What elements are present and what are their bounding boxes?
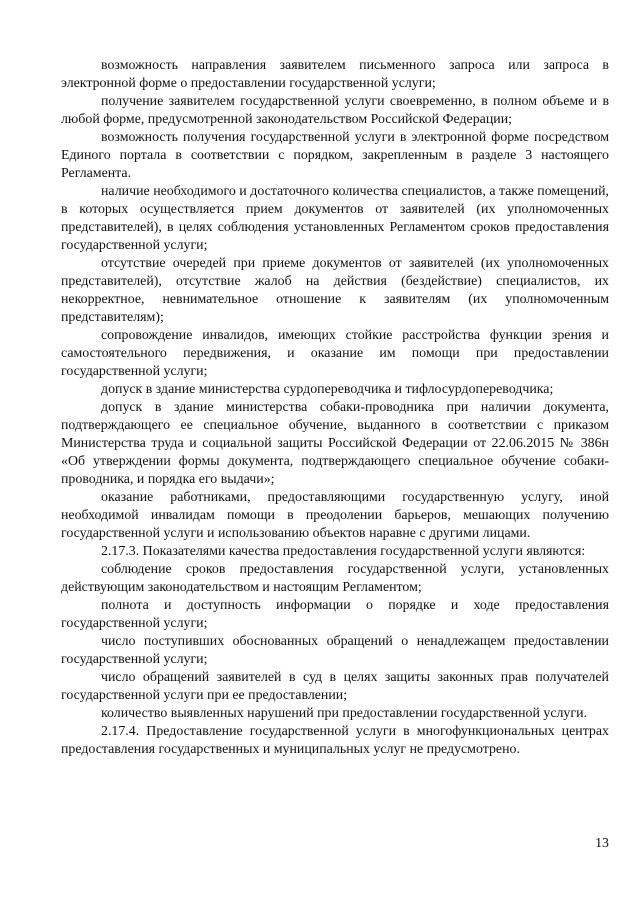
- document-body: [61, 57, 609, 759]
- paragraph: отсутствие очередей при приеме документов от заявителей (их уполномоченных представителей), отсутствие жалоб на действия (бездействие) специалистов, их некорректное, невнимательное отношение к заявителям (их уполномоченным представителям);: [61, 256, 609, 325]
- paragraph: допуск в здание министерства сурдопереводчика и тифлосурдопереводчика;: [101, 382, 554, 397]
- paragraph: возможность получения государственной услуги в электронной форме посредством Единого портала в соответствии с порядком, закрепленным в разделе 3 настоящего Регламента.: [61, 130, 609, 181]
- paragraph: возможность направления заявителем письменного запроса или запроса в электронной форме о предоставлении государственной услуги;: [61, 58, 609, 91]
- paragraph: соблюдение сроков предоставления государственной услуги, установленных действующим законодательством и настоящим Регламентом;: [61, 562, 609, 595]
- paragraph: количество выявленных нарушений при предоставлении государственной услуги.: [101, 706, 587, 721]
- paragraph: число обращений заявителей в суд в целях защиты законных прав получателей государственной услуги при ее предоставлении;: [61, 670, 609, 703]
- page-number: 13: [595, 836, 609, 851]
- paragraph-section-2-17-4: 2.17.4. Предоставление государственной услуги в многофункциональных центрах предоставления государственных и муниципальных услуг не предусмотрено.: [61, 724, 609, 757]
- paragraph: число поступивших обоснованных обращений о ненадлежащем предоставлении государственной услуги;: [61, 634, 609, 667]
- paragraph: допуск в здание министерства собаки-проводника при наличии документа, подтверждающего ее специальное обучение, выданного в соответствии с приказом Министерства труда и социальной защиты Российской Федерации от 22.06.2015 № 386н «Об утверждении формы документа, подтверждающего специальное обучение собаки-проводника, и порядка его выдачи»;: [61, 400, 609, 487]
- paragraph: получение заявителем государственной услуги своевременно, в полном объеме и в любой форме, предусмотренной законодательством Российской Федерации;: [61, 94, 609, 127]
- paragraph: сопровождение инвалидов, имеющих стойкие расстройства функции зрения и самостоятельного передвижения, и оказание им помощи при предоставлении государственной услуги;: [61, 328, 609, 379]
- paragraph: наличие необходимого и достаточного количества специалистов, а также помещений, в которых осуществляется прием документов от заявителей (их уполномоченных представителей), в целях соблюдения установленных Регламентом сроков предоставления государственной услуги;: [61, 184, 609, 253]
- paragraph: полнота и доступность информации о порядке и ходе предоставления государственной услуги;: [61, 598, 609, 631]
- paragraph: оказание работниками, предоставляющими государственную услугу, иной необходимой инвалидам помощи в преодолении барьеров, мешающих получению государственной услуги и использованию объектов наравне с другими лицами.: [61, 490, 609, 541]
- paragraph-section-2-17-3: 2.17.3. Показателями качества предоставления государственной услуги являются:: [101, 544, 586, 559]
